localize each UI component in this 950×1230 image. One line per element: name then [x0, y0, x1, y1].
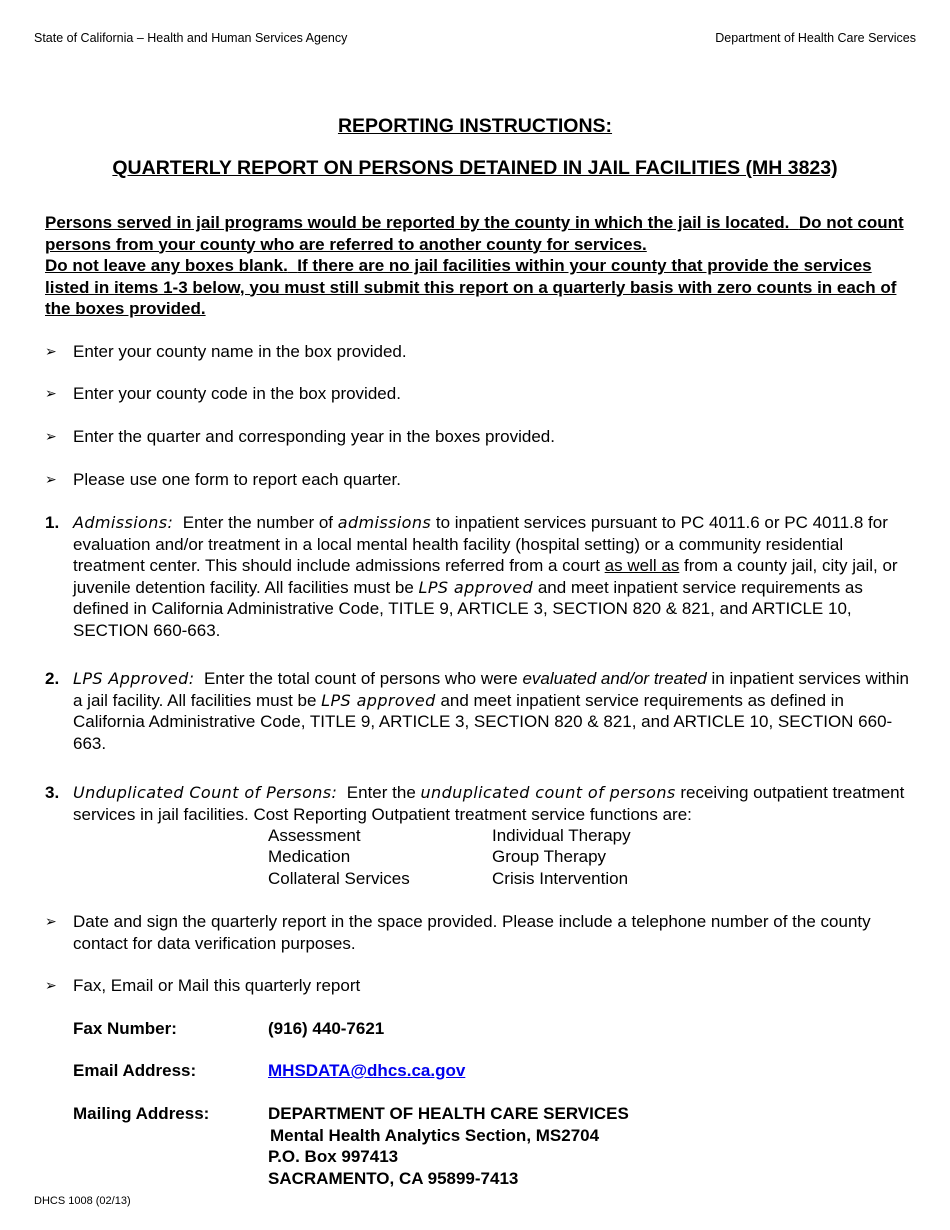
arrowhead-bullet-icon: ➢ [45, 428, 57, 444]
item-label: LPS Approved: [73, 669, 195, 688]
fax-number: (916) 440-7621 [268, 1019, 385, 1038]
arrowhead-bullet-icon: ➢ [45, 913, 57, 929]
fax-row [73, 1018, 385, 1040]
department-header: Department of Health Care Services [715, 31, 916, 45]
service-function: Collateral Services [268, 869, 410, 888]
arrowhead-bullet-icon: ➢ [45, 343, 57, 359]
service-function: Crisis Intervention [492, 869, 629, 888]
warning-line-2: Do not count persons from your county who are referred to another county for services. [45, 213, 904, 254]
email-row [73, 1060, 466, 1082]
mailing-label: Mailing Address: [73, 1104, 210, 1123]
service-function: Individual Therapy [492, 826, 631, 845]
item-number: 3. [45, 783, 60, 802]
agency-header: State of California – Health and Human Services Agency [34, 31, 348, 45]
service-function: Medication [268, 847, 351, 866]
arrowhead-bullet-icon: ➢ [45, 977, 57, 993]
item-number: 1. [45, 513, 60, 532]
page-subtitle: QUARTERLY REPORT ON PERSONS DETAINED IN JAIL FACILITIES (MH 3823) [112, 157, 838, 179]
warning-block [45, 212, 915, 320]
email-label: Email Address: [73, 1061, 197, 1080]
arrowhead-bullet-icon: ➢ [45, 385, 57, 401]
email-link[interactable]: MHSDATA@dhcs.ca.gov [268, 1061, 466, 1080]
page-title: REPORTING INSTRUCTIONS: [337, 115, 613, 137]
warning-line-3: Do not leave any boxes blank. [45, 256, 288, 275]
mailing-line: SACRAMENTO, CA 95899-7413 [268, 1169, 519, 1188]
mailing-line: P.O. Box 997413 [268, 1147, 399, 1166]
warning-line-1: Persons served in jail programs would be reported by the county in which the jail is located. [45, 213, 790, 232]
form-number: DHCS 1008 (02/13) [34, 1195, 131, 1207]
mailing-line: DEPARTMENT OF HEALTH CARE SERVICES [268, 1104, 629, 1123]
service-function: Group Therapy [492, 847, 607, 866]
item-label: Unduplicated Count of Persons: [73, 783, 338, 802]
item-label: Admissions: [73, 513, 174, 532]
warning-line-4: If there are no jail facilities within your county that provide the services listed in items 1-3 below, you must still submit this report on a quarterly basis with zero counts in each of the boxes provided. [45, 256, 897, 318]
fax-label: Fax Number: [73, 1019, 177, 1038]
service-function: Assessment [268, 826, 361, 845]
item-number: 2. [45, 669, 60, 688]
mailing-line: Mental Health Analytics Section, MS2704 [270, 1126, 600, 1145]
mailing-row [73, 1103, 629, 1188]
arrowhead-bullet-icon: ➢ [45, 471, 57, 487]
